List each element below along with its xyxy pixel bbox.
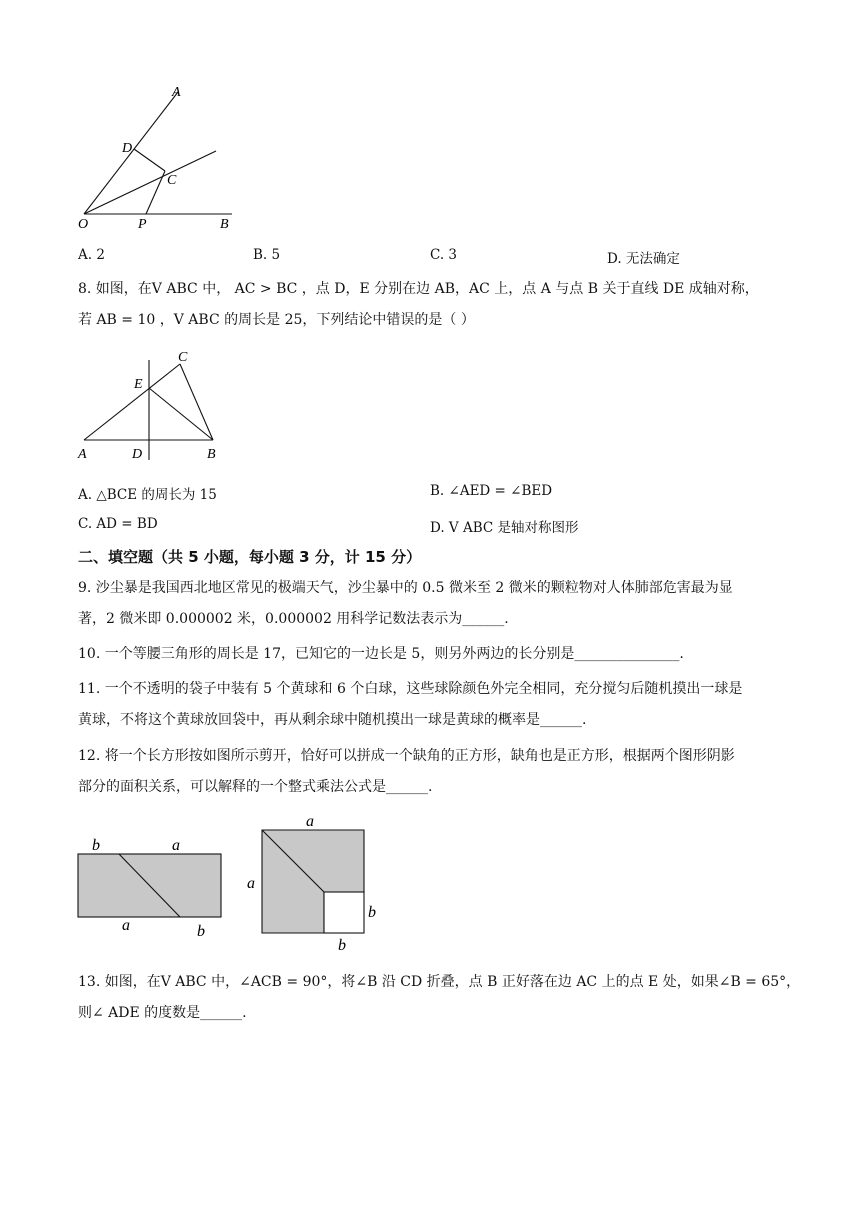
figure-q7 [72,82,242,232]
figure-q12-rectangle [72,832,232,942]
q9-line2: 著，2 微米即 0.000002 米，0.000002 用科学记数法表示为______. [78,611,509,627]
section-heading: 二、填空题（共 5 小题，每小题 3 分，计 15 分） [78,548,422,566]
label-b-top: b [92,837,100,854]
figure-q8 [72,346,232,464]
label-a-bottom: a [122,917,130,934]
q11-line1: 11. 一个不透明的袋子中装有 5 个黄球和 6 个白球，这些球除颜色外完全相同，充分搅匀后随机摸出一球是 [78,681,743,697]
label-C: C [167,173,177,188]
q7-option-a: A. 2 [78,247,105,263]
label-E: E [134,377,143,392]
label-O: O [78,217,89,232]
label-b-bottom: b [197,923,205,940]
q10: 10. 一个等腰三角形的周长是 17，已知它的一边长是 5，则另外两边的长分别是_______________. [78,646,684,662]
label-A: A [172,85,181,100]
q8-option-d: D. V ABC 是轴对称图形 [430,520,579,536]
q13-line1: 13. 如图，在V ABC 中，∠ACB = 90°，将∠B 沿 CD 折叠，点 B 正好落在边 AC 上的点 E 处，如果∠B = 65°， [78,974,801,990]
q8-line2: 若 AB = 10 ，V ABC 的周长是 25，下列结论中错误的是（ ） [78,312,475,328]
label-A: A [78,447,87,462]
q7-option-b: B. 5 [253,247,281,263]
label-D: D [132,447,143,462]
label-b-bottom: b [338,937,346,954]
q8-option-c: C. AD = BD [78,516,158,532]
q8-option-a: A. △BCE 的周长为 15 [78,487,217,503]
q8-line1: 8. 如图，在V ABC 中， AC > BC ，点 D，E 分别在边 AB，AC 上，点 A 与点 B 关于直线 DE 成轴对称， [78,281,759,297]
label-P: P [138,217,147,232]
label-a-top: a [306,813,314,830]
q12-line2: 部分的面积关系，可以解释的一个整式乘法公式是______. [78,779,433,795]
label-B: B [207,447,216,462]
q13-line2: 则∠ ADE 的度数是______. [78,1005,247,1021]
q12-line1: 12. 将一个长方形按如图所示剪开，恰好可以拼成一个缺角的正方形，缺角也是正方形，根据两个图形阴影 [78,748,735,764]
q7-option-c: C. 3 [430,247,458,263]
label-B: B [220,217,229,232]
label-D: D [122,141,133,156]
figure-q12-square [242,812,392,957]
q7-option-d: D. 无法确定 [607,251,680,267]
q11-line2: 黄球，不将这个黄球放回袋中，再从剩余球中随机摸出一球是黄球的概率是______. [78,712,587,728]
q9-line1: 9. 沙尘暴是我国西北地区常见的极端天气，沙尘暴中的 0.5 微米至 2 微米的颗粒物对人体肺部危害最为显 [78,580,733,596]
label-a-top: a [172,837,180,854]
label-a-left: a [247,875,255,892]
label-b-right: b [368,904,376,921]
label-C: C [178,350,188,365]
q8-option-b: B. ∠AED = ∠BED [430,483,553,499]
